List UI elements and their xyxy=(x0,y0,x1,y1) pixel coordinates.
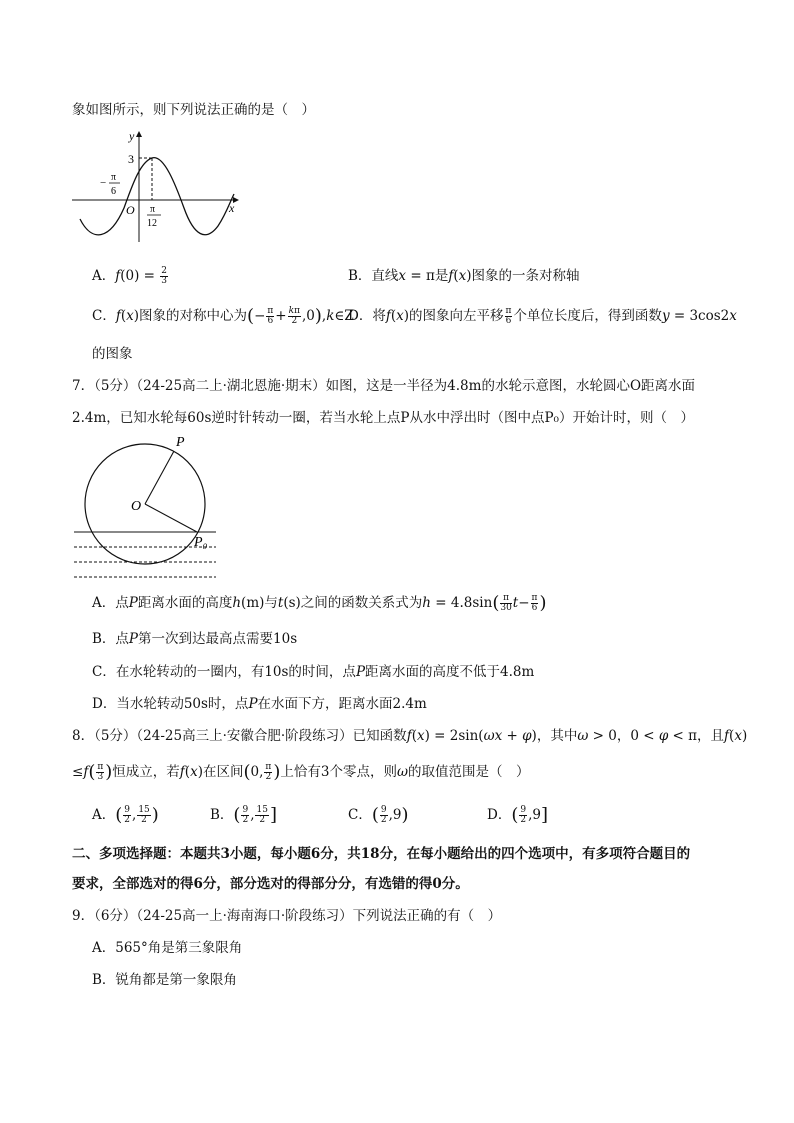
max-label: 3 xyxy=(128,152,134,166)
label-P: P xyxy=(176,435,185,450)
section2-heading-line1: 二、多项选择题：本题共3小题，每小题6分，共18分，在每小题给出的四个选项中，有多项符合题目的 xyxy=(72,846,691,862)
q6-option-d: D．将f(x)的图象向左平移 $\frac{\pi}{6}$ 个单位长度后，得到函数y = 3cos2x xyxy=(348,306,737,326)
q6-option-d-cont: 的图象 xyxy=(92,346,133,362)
q7-option-b: B．点P第一次到达最高点需要10s xyxy=(92,631,298,647)
q6-stem: 象如图所示，则下列说法正确的是（ ） xyxy=(72,102,315,118)
q8-line2: ≤f( $\frac{\pi}{3}$ )恒成立，若f(x)在区间(0, $\frac{\pi}{2}$ )上恰有3个零点，则ω的取值范围是（ ） xyxy=(72,761,530,783)
label-O: O xyxy=(131,499,142,514)
q8-option-b: B．( $\frac{9}{2}$ , $\frac{15}{2}$ ] xyxy=(210,804,277,826)
q6-option-c: C．f(x)图象的对称中心为(− $\frac{\pi}{6}$ + $\frac{k\pi}{2}$ ,0),k∈Z xyxy=(92,305,354,327)
q8-option-c: C．( $\frac{9}{2}$ ,9) xyxy=(348,804,409,826)
q7-option-c: C．在水轮转动的一圈内，有10s的时间，点P距离水面的高度不低于4.8m xyxy=(92,664,535,680)
q8-line1: 8．（5分）（24-25高三上·安徽合肥·阶段练习）已知函数f(x) = 2sin(ωx + φ)，其中ω > 0，0 < φ < π，且f(x) xyxy=(72,728,748,744)
q7-option-d: D．当水轮转动50s时，点P在水面下方，距离水面2.4m xyxy=(92,696,427,712)
q6-option-b: B．直线x = π是f(x)图象的一条对称轴 xyxy=(348,268,580,284)
q6-sine-graph xyxy=(68,128,248,246)
radius-OP0 xyxy=(145,504,197,532)
origin-label: O xyxy=(126,203,135,217)
section2-heading-line2: 要求，全部选对的得6分，部分选对的得部分分，有选错的得0分。 xyxy=(72,876,469,892)
q7-waterwheel-figure xyxy=(70,430,220,582)
q9-option-a: A．565°角是第三象限角 xyxy=(92,940,243,956)
neg-tick-num: π xyxy=(111,172,117,183)
q7-line2: 2.4m，已知水轮每60s逆时针转动一圈，若当水轮上点P从水中浮出时（图中点P₀）开始计时，则（ ） xyxy=(72,410,694,426)
neg-tick-minus: − xyxy=(100,177,107,189)
radius-OP xyxy=(145,451,174,504)
q9-stem: 9．（6分）（24-25高一上·海南海口·阶段练习）下列说法正确的有（ ） xyxy=(72,908,502,924)
q7-option-a: A．点P距离水面的高度h(m)与t(s)之间的函数关系式为h = 4.8sin( $\frac{\pi}{30}$ t− $\frac{\pi}{6}$ ) xyxy=(92,592,547,614)
y-axis-label: y xyxy=(129,129,135,143)
label-P0: P₀ xyxy=(194,535,208,550)
sine-curve xyxy=(80,158,234,235)
neg-tick-den: 6 xyxy=(111,186,116,197)
pos-tick-num: π xyxy=(150,204,156,215)
q7-line1: 7．（5分）（24-25高二上·湖北恩施·期末）如图，这是一半径为4.8m的水轮示意图，水轮圆心O距离水面 xyxy=(72,378,696,394)
q8-option-a: A．( $\frac{9}{2}$ , $\frac{15}{2}$ ) xyxy=(92,804,159,826)
q9-option-b: B．锐角都是第一象限角 xyxy=(92,972,237,988)
q6-option-a: A．f(0) = $\frac{2}{3}$ xyxy=(92,266,168,286)
pos-tick-den: 12 xyxy=(147,218,157,229)
x-axis-label: x xyxy=(229,201,235,215)
q8-option-d: D．( $\frac{9}{2}$ ,9] xyxy=(487,804,549,826)
